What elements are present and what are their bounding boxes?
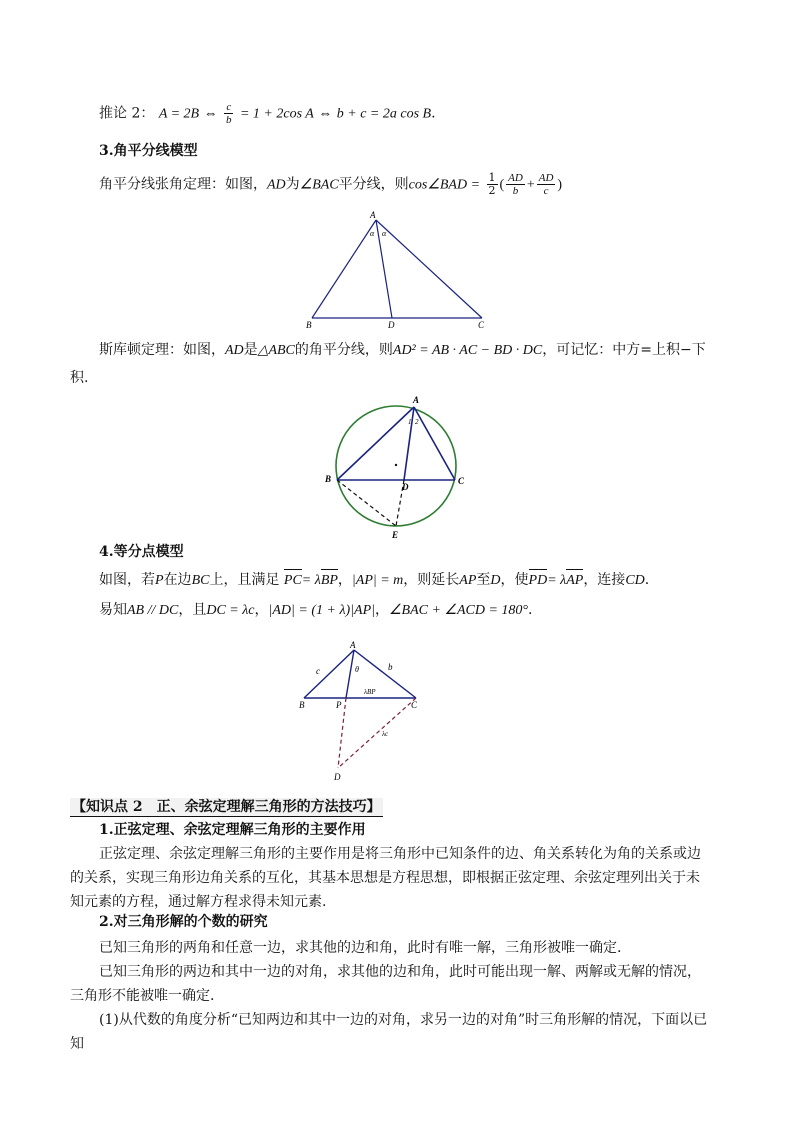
f2-den: c — [543, 185, 549, 197]
center-dot — [395, 464, 397, 466]
corollary-prefix: 推论 2： — [99, 105, 155, 122]
label-d: D — [388, 320, 395, 330]
iff-symbol-1: ⇔ — [203, 106, 218, 122]
stewart-ad: AD — [225, 343, 244, 358]
equal-division-line-1 — [99, 570, 649, 591]
vector-pc: PC — [284, 571, 302, 591]
paragraph-2-text: 已知三角形的两角和任意一边，求其他的边和角，此时有唯一解，三角形被唯一确定. — [99, 940, 622, 956]
theorem-prefix: 角平分线张角定理：如图， — [99, 176, 267, 193]
l1-ap2: AP — [459, 573, 477, 588]
label-c: C — [411, 700, 418, 710]
ad-over-c-fraction — [537, 172, 556, 197]
iff-symbol-2: ⇔ — [318, 106, 333, 122]
theorem-mid2: 平分线，则 — [338, 176, 409, 193]
label-1: 1 — [408, 418, 412, 426]
label-b: B — [325, 474, 332, 484]
section-4-title: 4.等分点模型 — [99, 544, 184, 560]
paragraph-3-text: 已知三角形的两边和其中一边的对角，求其他的边和角，此时可能出现一解、两解或无解的情况，三角形不能被唯一确定. — [70, 964, 701, 1004]
label-b: B — [306, 320, 312, 330]
f1-num: AD — [508, 172, 523, 184]
l1-b: 在边 — [163, 572, 192, 588]
l2-dc: DC = λc — [206, 603, 255, 618]
label-p: P — [336, 700, 342, 710]
label-b: B — [299, 700, 305, 710]
l1-a: 如图，若 — [99, 572, 155, 588]
l1-bc: BC — [191, 573, 210, 588]
label-theta: θ — [355, 665, 359, 674]
angle-bisector-theorem-line — [99, 172, 562, 197]
subheading-2: 2.对三角形解的个数的研究 — [99, 914, 268, 930]
side-ab — [337, 407, 414, 480]
c-over-b-fraction — [224, 101, 234, 126]
l2-abs: |AD| = (1 + λ)|AP| — [268, 603, 375, 618]
side-ac — [376, 220, 482, 318]
l1-p: P — [155, 573, 164, 588]
label-c: C — [458, 476, 465, 486]
label-c: C — [478, 320, 485, 330]
l2-c: ， — [254, 602, 269, 618]
half-fraction — [487, 172, 498, 197]
label-a: A — [413, 395, 420, 405]
knowledge-point-2-heading: 【知识点 2 正、余弦定理解三角形的方法技巧】 — [72, 799, 381, 815]
fraction-denominator: b — [226, 114, 232, 126]
corollary-rhs: b + c = 2a cos B — [336, 106, 432, 122]
stewart-suffix: ，可记忆：中方=上积−下 — [542, 342, 706, 358]
section-3-title: 3.角平分线模型 — [99, 143, 198, 159]
stewart-formula: AD² = AB · AC − BD · DC — [392, 343, 543, 358]
theorem-ad: AD — [267, 177, 286, 193]
equal-division-line-2 — [99, 600, 532, 621]
stewart-mid: 是 — [243, 342, 258, 358]
paragraph-4 — [70, 1008, 710, 1056]
half-den: 2 — [488, 184, 496, 197]
l1-d2: D — [490, 573, 501, 588]
stewart-prefix: 斯库顿定理：如图， — [99, 342, 225, 358]
paragraph-3 — [70, 960, 710, 1008]
side-ac — [414, 407, 455, 480]
l2-d: ， — [374, 602, 389, 618]
l1-eq2: = λ — [547, 573, 567, 588]
l2-angle: ∠BAC + ∠ACD = 180° — [388, 603, 529, 618]
l2-b: ，且 — [178, 602, 207, 618]
l2-a: 易知 — [99, 602, 127, 618]
side-ab — [312, 220, 376, 318]
label-lambda-c: λc — [382, 730, 389, 738]
label-c-side: c — [316, 666, 320, 676]
l1-d: ， — [337, 572, 352, 588]
label-e: E — [392, 530, 399, 540]
l2-par: AB // DC — [127, 603, 179, 618]
fraction-numerator: c — [226, 101, 232, 113]
l1-e: ，则延长 — [403, 572, 460, 588]
circumcircle-diagram — [322, 392, 472, 542]
open-paren: ( — [499, 177, 505, 193]
corollary-mid: = 1 + 2cos A — [239, 106, 314, 122]
abs-ap: |AP| = m — [351, 573, 404, 588]
label-lambda-bp: λBP — [364, 688, 376, 696]
label-d: D — [334, 772, 341, 782]
theorem-cos: cos∠BAD = — [408, 177, 481, 193]
corollary-2-line — [99, 101, 436, 126]
paragraph-2 — [70, 936, 710, 960]
paragraph-1 — [70, 842, 710, 914]
l1-end: . — [644, 572, 650, 588]
f1-den: b — [512, 185, 519, 197]
ad-over-b-fraction — [506, 172, 525, 197]
stewart-theorem-line-2: 积. — [70, 370, 89, 386]
stewart-triangle: △ABC — [257, 343, 295, 358]
equal-division-diagram — [290, 636, 440, 786]
l1-cd: CD — [625, 573, 645, 588]
plus-sign: + — [526, 177, 535, 193]
stewart-mid2: 的角平分线，则 — [294, 342, 393, 358]
paragraph-4-text: (1)从代数的角度分析“已知两边和其中一边的对角，求另一边的对角”时三角形解的情况，下面以已知 — [70, 1012, 708, 1052]
theorem-mid: 为 — [285, 176, 300, 193]
stewart-theorem-line — [99, 340, 706, 361]
label-alpha-2: α — [382, 229, 387, 238]
label-d: D — [402, 482, 409, 492]
l1-f: 至 — [476, 572, 491, 588]
l1-g: ，使 — [500, 572, 529, 588]
corollary-lhs: A = 2B — [158, 106, 200, 122]
dashed-cd — [338, 698, 416, 768]
l2-end: . — [528, 602, 533, 618]
l1-h: ，连接 — [583, 572, 626, 588]
close-paren: ) — [557, 177, 563, 193]
label-a: A — [350, 640, 356, 650]
label-b-side: b — [388, 662, 393, 672]
theorem-angle: ∠BAC — [299, 177, 339, 193]
angle-bisector-diagram — [300, 206, 500, 334]
corollary-end: . — [431, 105, 436, 122]
vector-ap: AP — [566, 571, 583, 591]
label-2: 2 — [415, 418, 419, 426]
label-alpha-1: α — [370, 229, 375, 238]
half-num: 1 — [488, 171, 496, 184]
vector-bp: BP — [321, 571, 338, 591]
paragraph-1-text: 正弦定理、余弦定理解三角形的主要作用是将三角形中已知条件的边、角关系转化为角的关系或边的关系，实现三角形边角关系的互化，其基本思想是方程思想，即根据正弦定理、余弦定理列出关于未知元素的方程，通过解方程求得未知元素. — [70, 846, 701, 910]
f2-num: AD — [538, 172, 554, 184]
label-a: A — [370, 210, 376, 220]
vector-pd: PD — [529, 571, 548, 591]
subheading-1: 1.正弦定理、余弦定理解三角形的主要作用 — [99, 822, 366, 838]
l1-eq1: = λ — [301, 573, 321, 588]
l1-c: 上，且满足 — [209, 572, 280, 588]
